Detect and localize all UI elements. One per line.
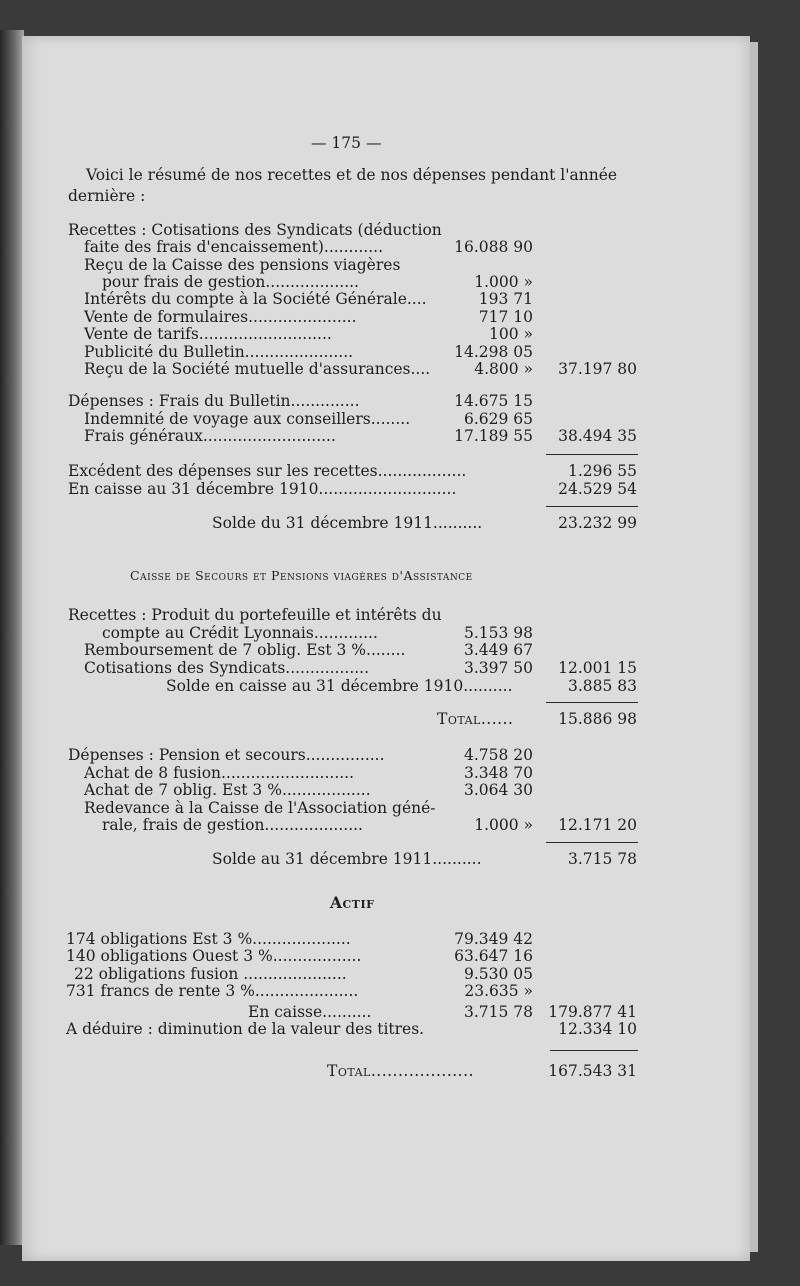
recettes2-subtotal: 12.001 15 <box>558 659 637 677</box>
recettes2-total-label: Total...... <box>437 710 514 728</box>
depenses2-value-4: 1.000 » <box>474 816 533 834</box>
solde1-label: Solde du 31 décembre 1911.......... <box>212 514 483 532</box>
recettes2-solde-caisse: 3.885 83 <box>567 677 637 695</box>
rule <box>546 702 638 703</box>
recettes2-value-1: 5.153 98 <box>463 624 533 642</box>
actif-line-4: 731 francs de rente 3 %..................... <box>66 982 359 1000</box>
recettes1-line-1: Recettes : Cotisations des Syndicats (déduction <box>68 221 442 239</box>
recettes1-line-9: Reçu de la Société mutuelle d'assurances.... <box>84 360 431 378</box>
actif-total-value: 167.543 31 <box>548 1062 637 1080</box>
excedent-label: Excédent des dépenses sur les recettes.................. <box>68 462 467 480</box>
recettes2-line-3: Remboursement de 7 oblig. Est 3 %........ <box>84 641 406 659</box>
intro-line-2: dernière : <box>68 187 146 205</box>
depenses1-value-1: 14.675 15 <box>454 392 533 410</box>
recettes1-line-2: faite des frais d'encaissement)............ <box>84 238 384 256</box>
actif-value-4: 23.635 » <box>464 982 533 1000</box>
recettes1-line-6: Vente de formulaires...................... <box>84 308 357 326</box>
depenses1-line-1: Dépenses : Frais du Bulletin.............. <box>68 392 360 410</box>
book-spine <box>0 30 24 1245</box>
recettes1-line-7: Vente de tarifs........................... <box>84 325 332 343</box>
depenses1-value-2: 6.629 65 <box>463 410 533 428</box>
recettes2-value-2: 3.449 67 <box>463 641 533 659</box>
recettes1-line-5: Intérêts du compte à la Société Générale.... <box>84 290 427 308</box>
recettes2-line-4: Cotisations des Syndicats................. <box>84 659 370 677</box>
recettes2-line-5: Solde en caisse au 31 décembre 1910.......... <box>166 677 513 695</box>
depenses1-line-3: Frais généraux........................... <box>84 427 336 445</box>
actif-deduction: 12.334 10 <box>558 1020 637 1038</box>
depenses2-total: 12.171 20 <box>558 816 637 834</box>
depenses2-value-2: 3.348 70 <box>463 764 533 782</box>
recettes1-line-4: pour frais de gestion................... <box>102 273 359 291</box>
depenses2-line-3: Achat de 7 oblig. Est 3 %.................. <box>84 781 371 799</box>
solde2-label: Solde au 31 décembre 1911.......... <box>212 850 482 868</box>
recettes1-value-4: 717 10 <box>478 308 533 326</box>
caisse-value: 24.529 54 <box>558 480 637 498</box>
excedent-value: 1.296 55 <box>567 462 637 480</box>
depenses2-line-1: Dépenses : Pension et secours................ <box>68 746 385 764</box>
recettes2-line-2: compte au Crédit Lyonnais............. <box>102 624 378 642</box>
rule <box>546 842 638 843</box>
actif-total-label: Total................... <box>327 1062 474 1080</box>
depenses1-line-2: Indemnité de voyage aux conseillers........ <box>84 410 411 428</box>
recettes1-line-8: Publicité du Bulletin...................... <box>84 343 354 361</box>
recettes1-total: 37.197 80 <box>558 360 637 378</box>
actif-line-2: 140 obligations Ouest 3 %.................. <box>66 947 362 965</box>
actif-line-1: 174 obligations Est 3 %.................... <box>66 930 351 948</box>
depenses2-line-2: Achat de 8 fusion........................... <box>84 764 355 782</box>
depenses1-total: 38.494 35 <box>558 427 637 445</box>
actif-value-2: 63.647 16 <box>454 947 533 965</box>
actif-value-3: 9.530 05 <box>463 965 533 983</box>
depenses2-value-1: 4.758 20 <box>463 746 533 764</box>
solde2-value: 3.715 78 <box>567 850 637 868</box>
section-title-actif: Actif <box>330 893 375 912</box>
recettes1-value-7: 4.800 » <box>474 360 533 378</box>
page-edge <box>750 42 758 1252</box>
depenses2-line-4: Redevance à la Caisse de l'Association géné- <box>84 799 436 817</box>
depenses1-value-3: 17.189 55 <box>454 427 533 445</box>
solde1-value: 23.232 99 <box>558 514 637 532</box>
depenses2-line-5: rale, frais de gestion.................... <box>102 816 363 834</box>
recettes2-total-value: 15.886 98 <box>558 710 637 728</box>
caisse-label: En caisse au 31 décembre 1910............................ <box>68 480 457 498</box>
recettes2-value-3: 3.397 50 <box>463 659 533 677</box>
section-title-caisse: Caisse de Secours et Pensions viagères d'Assistance <box>130 568 473 583</box>
actif-value-1: 79.349 42 <box>454 930 533 948</box>
recettes1-value-5: 100 » <box>489 325 533 343</box>
actif-line-5: En caisse.......... <box>248 1003 372 1021</box>
intro-line-1: Voici le résumé de nos recettes et de nos dépenses pendant l'année <box>86 166 618 184</box>
recettes1-value-2: 1.000 » <box>474 273 533 291</box>
actif-line-6: A déduire : diminution de la valeur des titres. <box>66 1020 425 1038</box>
recettes1-line-3: Reçu de la Caisse des pensions viagères <box>84 256 401 274</box>
actif-subtotal: 179.877 41 <box>548 1003 637 1021</box>
recettes1-value-1: 16.088 90 <box>454 238 533 256</box>
recettes2-line-1: Recettes : Produit du portefeuille et intérêts du <box>68 606 442 624</box>
rule <box>546 454 638 455</box>
rule <box>550 1050 638 1051</box>
depenses2-value-3: 3.064 30 <box>463 781 533 799</box>
recettes1-value-6: 14.298 05 <box>454 343 533 361</box>
page-number: — 175 — <box>311 134 382 152</box>
recettes1-value-3: 193 71 <box>478 290 533 308</box>
actif-value-5: 3.715 78 <box>463 1003 533 1021</box>
rule <box>546 506 638 507</box>
actif-line-3: 22 obligations fusion ..................... <box>74 965 347 983</box>
